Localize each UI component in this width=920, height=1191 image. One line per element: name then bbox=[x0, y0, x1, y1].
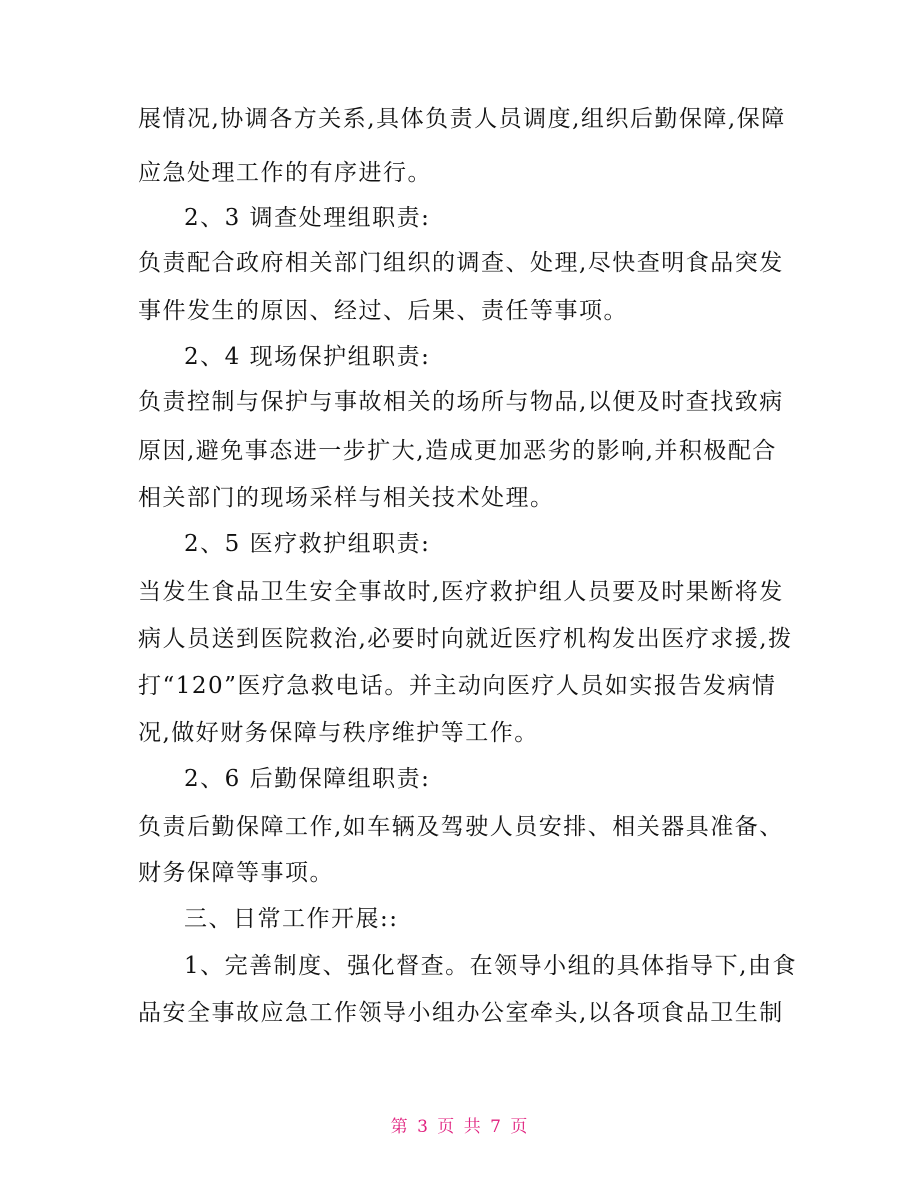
text-line: 当发生食品卫生安全事故时,医疗救护组人员要及时果断将发 bbox=[138, 579, 784, 605]
section-heading: 三、日常工作开展:: bbox=[184, 906, 399, 932]
text-line: 负责配合政府相关部门组织的调查、处理,尽快查明食品突发 bbox=[138, 250, 784, 276]
section-heading: 2、4 现场保护组职责: bbox=[184, 344, 431, 370]
text-line: 应急处理工作的有序进行。 bbox=[138, 160, 432, 186]
text-line: 财务保障等事项。 bbox=[138, 860, 334, 886]
text-line: 打“120”医疗急救电话。并主动向医疗人员如实报告发病情 bbox=[138, 673, 777, 699]
section-heading: 2、5 医疗救护组职责: bbox=[184, 531, 431, 557]
text-line: 原因,避免事态进一步扩大,造成更加恶劣的影响,并积极配合 bbox=[138, 438, 777, 464]
section-heading: 2、3 调查处理组职责: bbox=[184, 205, 431, 231]
page-number: 第 3 页 共 7 页 bbox=[390, 1117, 530, 1137]
text-line: 况,做好财务保障与秩序维护等工作。 bbox=[138, 720, 539, 746]
text-line: 1、完善制度、强化督查。在领导小组的具体指导下,由食 bbox=[184, 953, 797, 979]
text-line: 展情况,协调各方关系,具体负责人员调度,组织后勤保障,保障 bbox=[138, 106, 786, 132]
text-line: 相关部门的现场采样与相关技术处理。 bbox=[138, 485, 555, 511]
text-line: 事件发生的原因、经过、后果、责任等事项。 bbox=[138, 298, 628, 324]
section-heading: 2、6 后勤保障组职责: bbox=[184, 766, 431, 792]
text-line: 品安全事故应急工作领导小组办公室牵头,以各项食品卫生制 bbox=[138, 1000, 784, 1026]
text-line: 负责后勤保障工作,如车辆及驾驶人员安排、相关器具准备、 bbox=[138, 814, 784, 840]
text-line: 病人员送到医院救治,必要时向就近医疗机构发出医疗求援,拨 bbox=[138, 626, 793, 652]
text-line: 负责控制与保护与事故相关的场所与物品,以便及时查找致病 bbox=[138, 389, 784, 415]
